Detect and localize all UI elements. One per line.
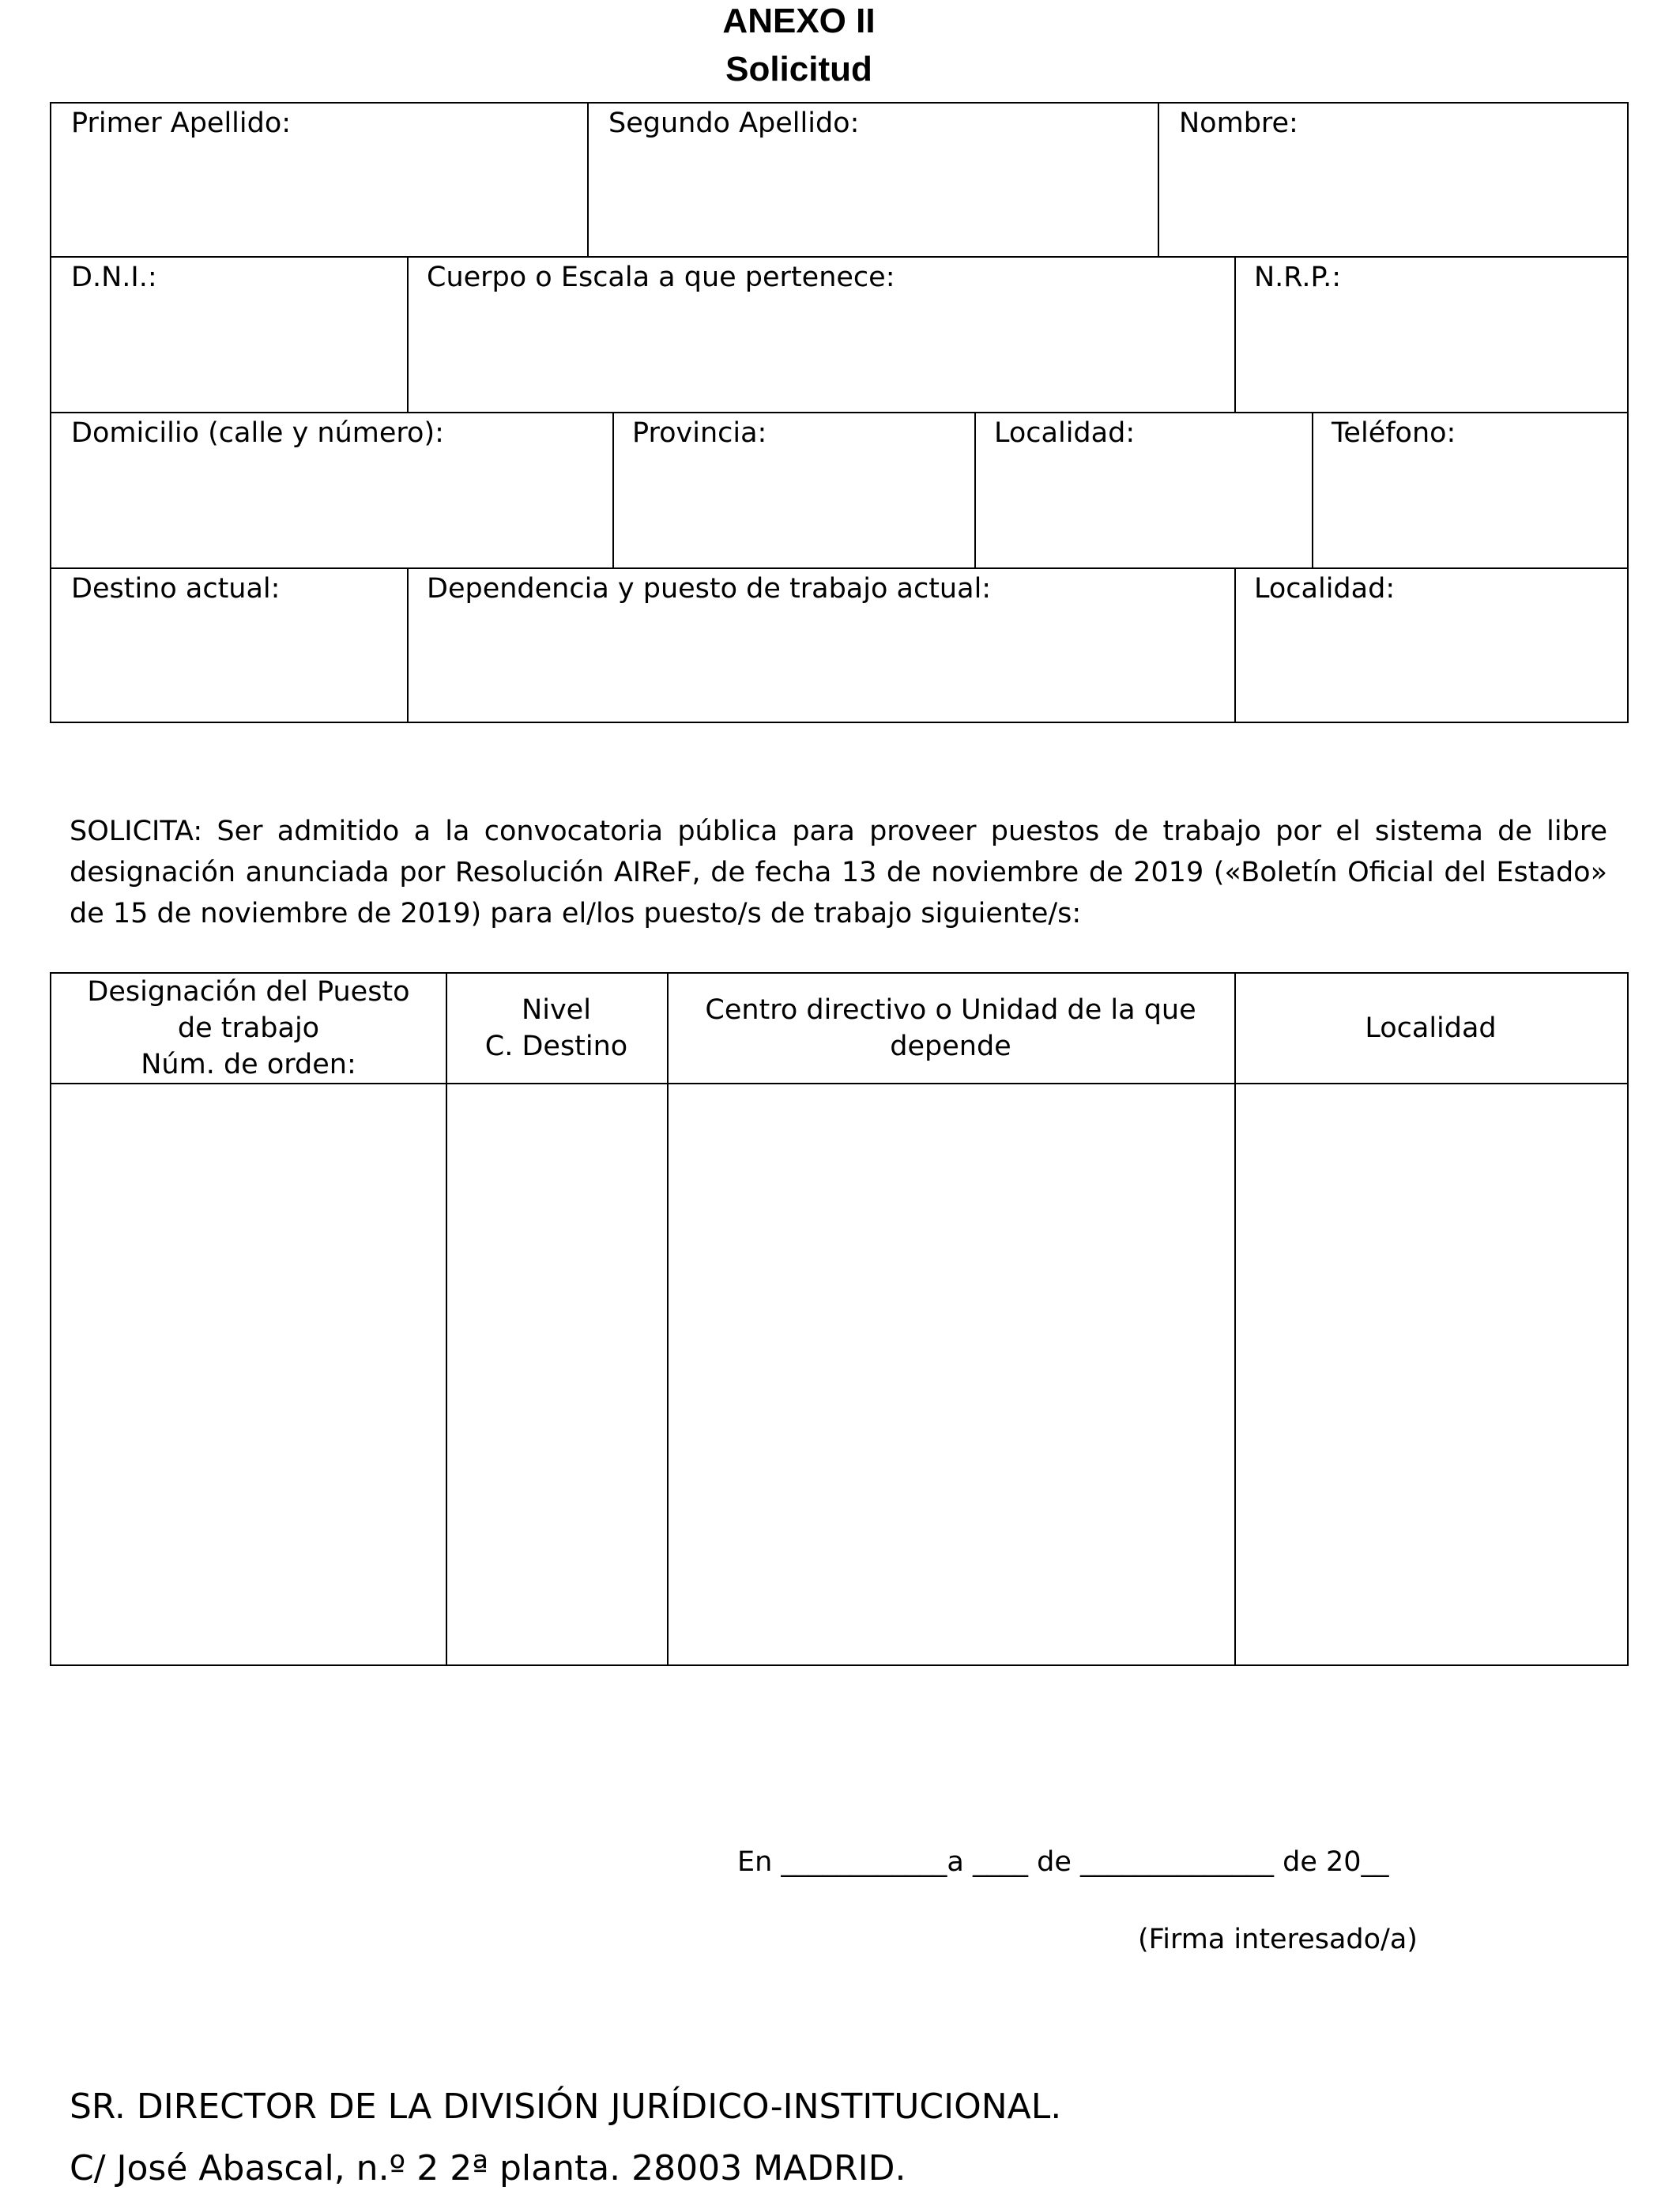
- dni-field[interactable]: D.N.I.:: [71, 262, 157, 293]
- jobs-cell-centro[interactable]: [669, 1084, 1234, 1664]
- header-line: de trabajo: [177, 1012, 320, 1044]
- grid-col-divider: [407, 567, 409, 723]
- nrp-field[interactable]: N.R.P.:: [1254, 262, 1342, 293]
- jobs-cell-designacion[interactable]: [51, 1084, 444, 1664]
- signature-label: (Firma interesado/a): [1138, 1924, 1418, 1955]
- grid-col-divider: [1312, 412, 1313, 567]
- cuerpo-escala-field[interactable]: Cuerpo o Escala a que pertenece:: [427, 262, 895, 293]
- grid-col-divider: [974, 412, 976, 567]
- requested-jobs-table: [50, 972, 1629, 1666]
- nombre-field[interactable]: Nombre:: [1179, 107, 1298, 139]
- header-centro-directivo: [667, 974, 1234, 1083]
- date-line[interactable]: En ____________a ____ de ______________ de 20__: [737, 1846, 1389, 1878]
- domicilio-field[interactable]: Domicilio (calle y número):: [71, 417, 444, 449]
- addressee-line: SR. DIRECTOR DE LA DIVISIÓN JURÍDICO-INSTITUCIONAL.: [70, 2087, 1062, 2127]
- grid-row-divider: [51, 256, 1627, 258]
- header-designacion-puesto: [51, 974, 446, 1083]
- grid-row-divider: [51, 412, 1627, 413]
- primer-apellido-field[interactable]: Primer Apellido:: [71, 107, 292, 139]
- header-line: depende: [890, 1031, 1011, 1062]
- grid-row-divider: [51, 567, 1627, 569]
- dependencia-puesto-field[interactable]: Dependencia y puesto de trabajo actual:: [427, 573, 992, 605]
- address-line: C/ José Abascal, n.º 2 2ª planta. 28003 MADRID.: [70, 2148, 906, 2188]
- grid-col-divider: [1234, 567, 1236, 723]
- grid-col-divider: [1158, 104, 1159, 256]
- header-line: Centro directivo o Unidad de la que: [705, 994, 1196, 1026]
- jobs-cell-localidad[interactable]: [1236, 1084, 1627, 1664]
- grid-col-divider: [407, 256, 409, 412]
- localidad-field[interactable]: Localidad:: [994, 417, 1136, 449]
- annex-title: ANEXO II: [722, 2, 876, 40]
- telefono-field[interactable]: Teléfono:: [1332, 417, 1456, 449]
- header-line: Núm. de orden:: [141, 1049, 356, 1080]
- jobs-cell-nivel[interactable]: [447, 1084, 667, 1664]
- header-line: Localidad: [1365, 1012, 1497, 1044]
- header-line: Nivel: [522, 994, 591, 1026]
- header-nivel-destino: [446, 974, 667, 1083]
- form-title: Solicitud: [725, 50, 872, 89]
- provincia-field[interactable]: Provincia:: [632, 417, 767, 449]
- header-line: Designación del Puesto: [87, 976, 410, 1008]
- applicant-data-grid: [50, 102, 1629, 723]
- grid-col-divider: [612, 412, 614, 567]
- segundo-apellido-field[interactable]: Segundo Apellido:: [608, 107, 860, 139]
- grid-col-divider: [587, 104, 589, 256]
- request-paragraph: SOLICITA: Ser admitido a la convocatoria pública para proveer puestos de trabajo por el sistema de libre designación anunciada por Resolución AIReF, de fecha 13 de noviembre de 2019 («Boletín Oficial del Estado» de 15 de noviembre de 2019) para el/los puesto/s de trabajo siguiente/s:: [70, 816, 1607, 929]
- destino-actual-field[interactable]: Destino actual:: [71, 573, 281, 605]
- header-localidad: [1234, 974, 1627, 1083]
- localidad-destino-field[interactable]: Localidad:: [1254, 573, 1396, 605]
- grid-col-divider: [1234, 256, 1236, 412]
- header-line: C. Destino: [484, 1031, 628, 1062]
